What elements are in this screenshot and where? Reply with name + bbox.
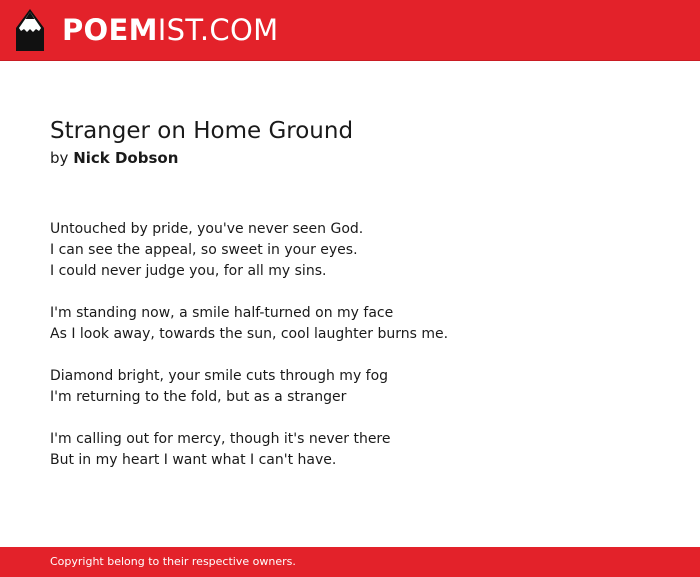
stanza bbox=[50, 366, 650, 408]
poem-line: I'm calling out for mercy, though it's never there bbox=[50, 431, 391, 447]
logo-text-bold: POEM bbox=[62, 13, 158, 47]
stanza bbox=[50, 429, 650, 471]
poem-content bbox=[50, 116, 650, 492]
pencil-icon bbox=[16, 9, 44, 51]
site-footer bbox=[0, 547, 700, 577]
site-header bbox=[0, 0, 700, 61]
poem-line: I could never judge you, for all my sins. bbox=[50, 263, 327, 279]
poem-line: I can see the appeal, so sweet in your eyes. bbox=[50, 242, 358, 258]
stanza bbox=[50, 219, 650, 282]
poem-line: As I look away, towards the sun, cool laughter burns me. bbox=[50, 326, 449, 342]
poem-line: I'm standing now, a smile half-turned on my face bbox=[50, 305, 394, 321]
poem-line: But in my heart I want what I can't have. bbox=[50, 452, 337, 468]
poem-line: Untouched by pride, you've never seen God. bbox=[50, 221, 364, 237]
site-logo-text bbox=[62, 9, 278, 51]
poem-line: Diamond bright, your smile cuts through my fog bbox=[50, 368, 389, 384]
author-name: Nick Dobson bbox=[73, 149, 179, 167]
copyright-notice: Copyright belong to their respective owners. bbox=[50, 555, 296, 568]
poem-title: Stranger on Home Ground bbox=[50, 118, 354, 144]
by-label: by bbox=[50, 149, 69, 167]
poem-byline bbox=[50, 147, 650, 169]
poem-line: I'm returning to the fold, but as a stranger bbox=[50, 389, 347, 405]
site-logo-link[interactable] bbox=[16, 9, 278, 51]
stanza bbox=[50, 303, 650, 345]
poem-body bbox=[50, 219, 650, 471]
logo-text-light: IST.COM bbox=[157, 13, 279, 47]
